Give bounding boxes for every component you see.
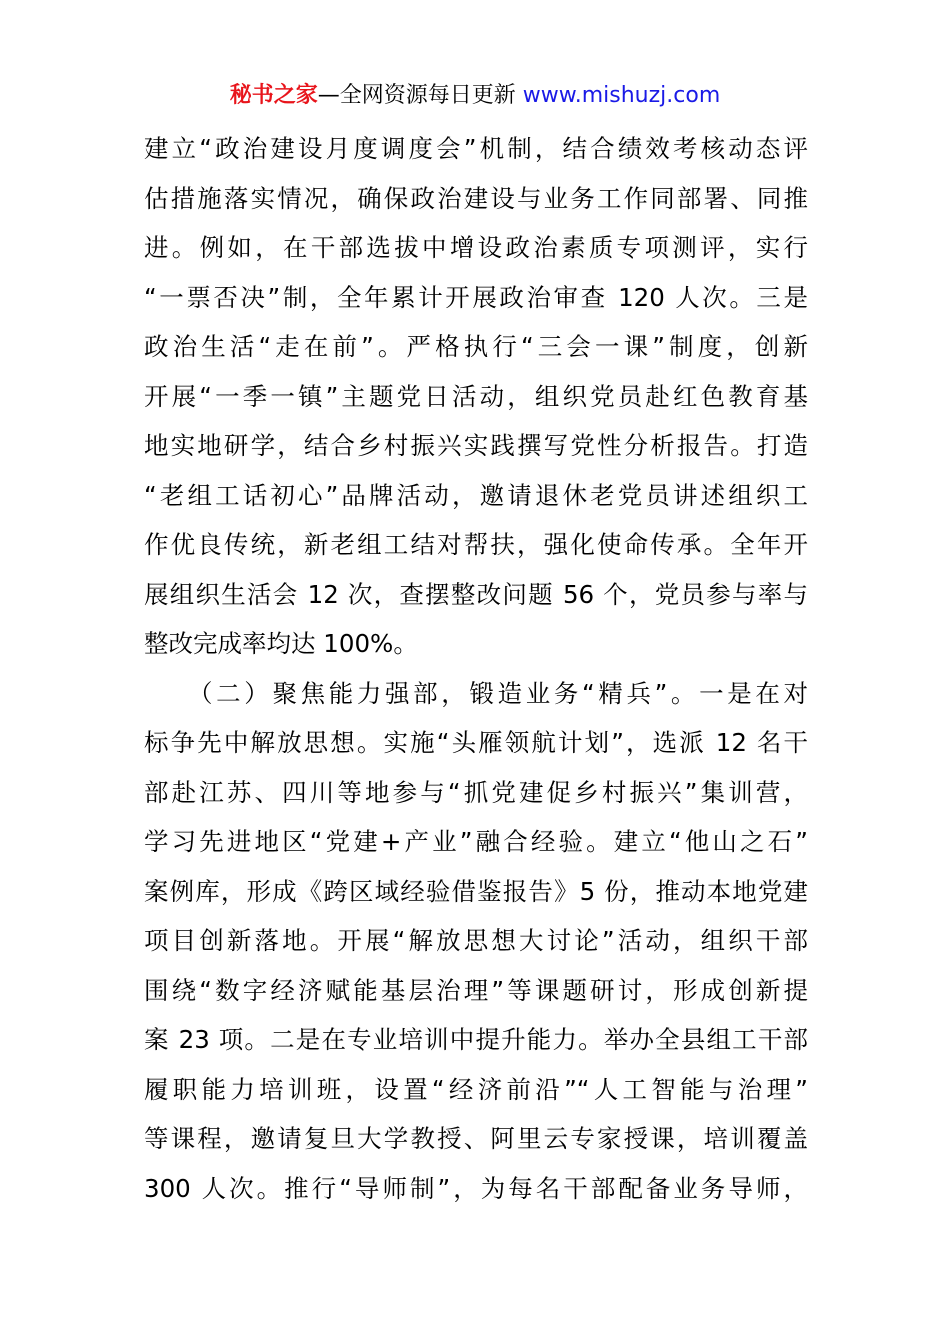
text-line: 项目创新落地。开展“解放思想大讨论”活动，组织干部 <box>144 926 808 955</box>
text-line: 履职能力培训班，设置“经济前沿”“人工智能与治理” <box>144 1074 808 1104</box>
text-line: 政治生活“走在前”。严格执行“三会一课”制度，创新 <box>144 332 808 361</box>
document-body <box>144 124 808 1213</box>
text-line: 整改完成率均达 100%。 <box>144 629 418 658</box>
text-line: 展组织生活会 12 次，查摆整改问题 56 个，党员参与率与 <box>144 579 808 609</box>
text-line: 案例库，形成《跨区域经验借鉴报告》5 份，推动本地党建 <box>144 876 808 906</box>
text-line: 学习先进地区“党建+产业”融合经验。建立“他山之石” <box>144 827 808 856</box>
site-url-link[interactable]: www.mishuzj.com <box>522 83 721 108</box>
text-line: 围绕“数字经济赋能基层治理”等课题研讨，形成创新提 <box>144 975 808 1005</box>
text-line: “一票否决”制，全年累计开展政治审查 120 人次。三是 <box>144 282 808 312</box>
text-line: （二）聚焦能力强部，锻造业务“精兵”。一是在对 <box>144 678 808 708</box>
text-line: 开展“一季一镇”主题党日活动，组织党员赴红色教育基 <box>144 381 808 411</box>
text-line: 进。例如，在干部选拔中增设政治素质专项测评，实行 <box>144 233 808 262</box>
text-line: 标争先中解放思想。实施“头雁领航计划”，选派 12 名干 <box>144 728 808 757</box>
text-line: 作优良传统，新老组工结对帮扶，强化使命传承。全年开 <box>144 530 808 559</box>
header-tagline: —全网资源每日更新 <box>317 83 516 108</box>
brand-name: 秘书之家 <box>229 83 318 108</box>
text-line: 300 人次。推行“导师制”，为每名干部配备业务导师， <box>144 1173 808 1203</box>
text-line: 地实地研学，结合乡村振兴实践撰写党性分析报告。打造 <box>144 431 808 460</box>
text-line: 部赴江苏、四川等地参与“抓党建促乡村振兴”集训营， <box>144 777 808 807</box>
text-line: 案 23 项。二是在专业培训中提升能力。举办全县组工干部 <box>144 1025 808 1054</box>
text-line: 等课程，邀请复旦大学教授、阿里云专家授课，培训覆盖 <box>144 1124 808 1153</box>
text-line: 建立“政治建设月度调度会”机制，结合绩效考核动态评 <box>144 134 808 163</box>
text-line: 估措施落实情况，确保政治建设与业务工作同部署、同推 <box>144 183 808 213</box>
text-line: “老组工话初心”品牌活动，邀请退休老党员讲述组织工 <box>144 480 808 510</box>
page-header <box>0 80 950 112</box>
